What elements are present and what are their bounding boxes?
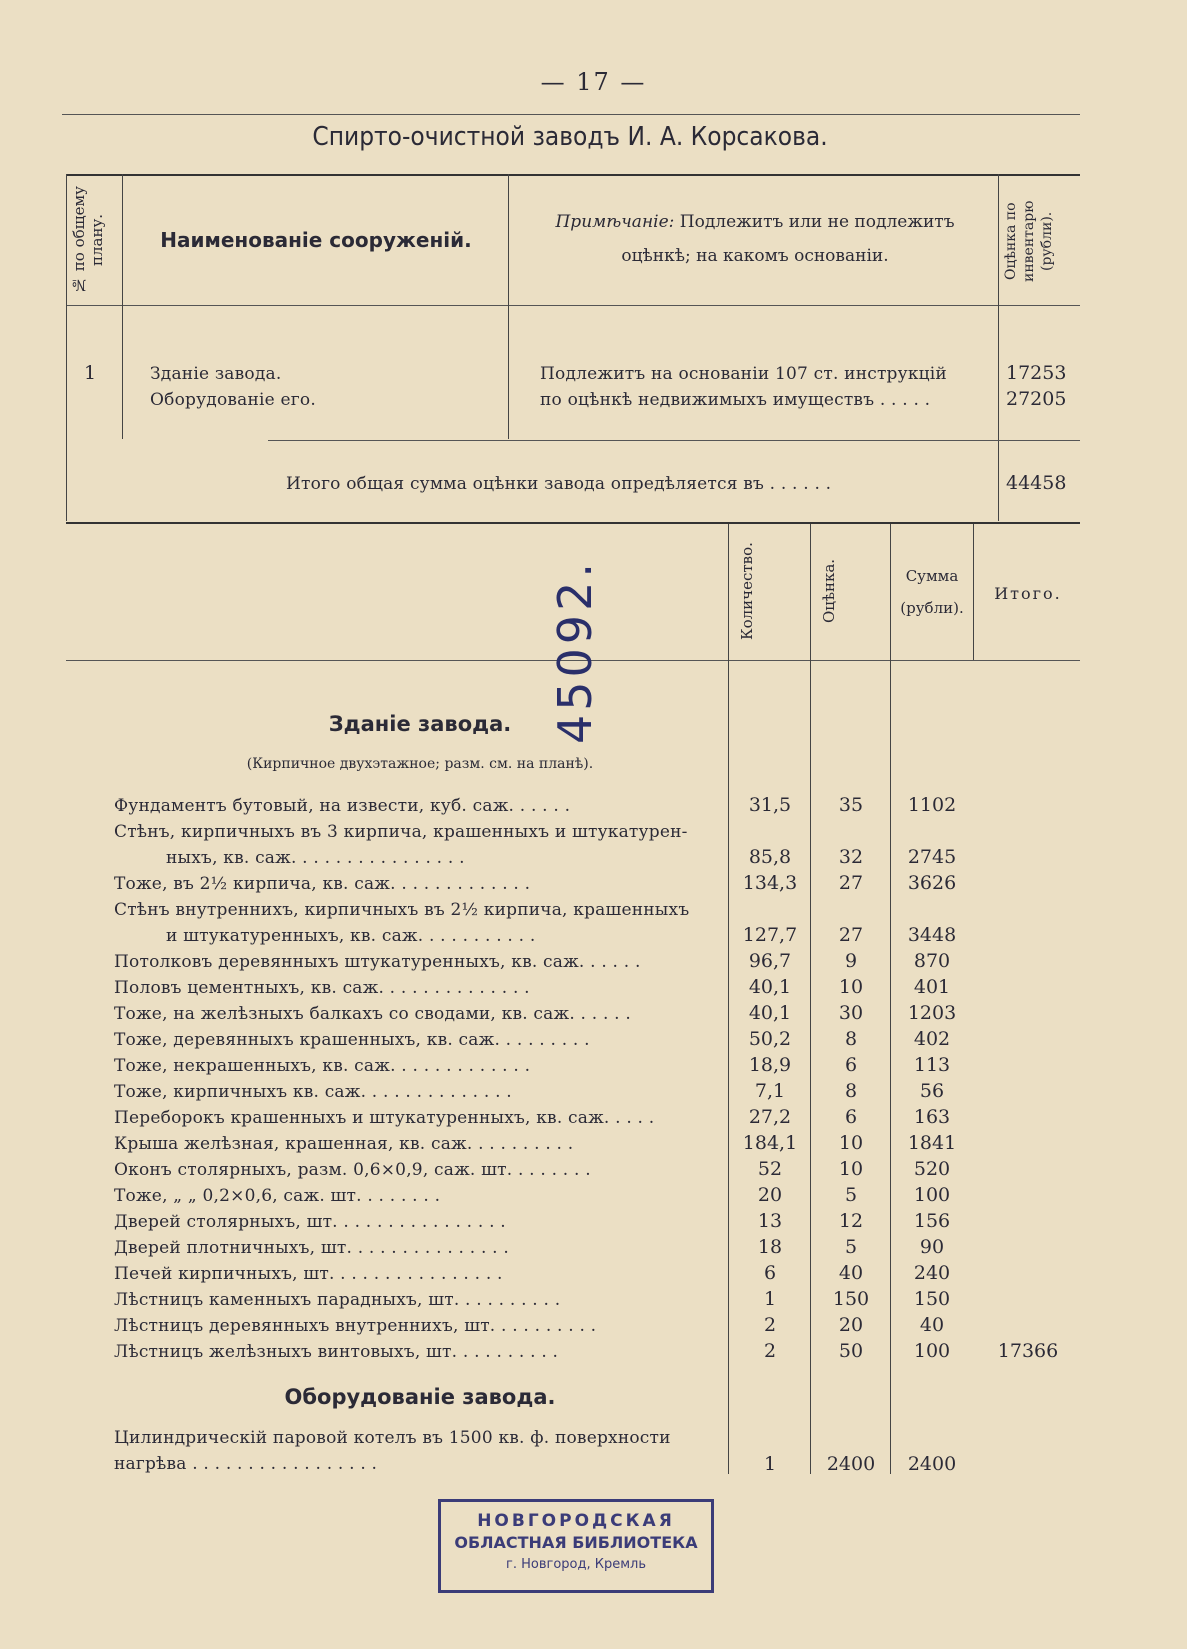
row-qty: 52 — [757, 1158, 783, 1180]
row-label: Дверей плотничныхъ, шт. . . . . . . . . . . . . . . — [114, 1238, 509, 1258]
row-sum: 1102 — [907, 794, 957, 816]
row-qty: 184,1 — [742, 1132, 798, 1154]
subheader-price: Оцѣнка. — [820, 558, 838, 624]
lower-col-divider-4 — [973, 524, 974, 660]
section2-qty: 1 — [763, 1453, 777, 1475]
row-qty: 2 — [763, 1340, 777, 1362]
entry-total-text: Итого общая сумма оцѣнки завода опредѣляется въ . . . . . . — [286, 474, 832, 494]
row-sum: 870 — [913, 950, 951, 972]
row-sum: 100 — [913, 1184, 951, 1206]
row-sum: 402 — [913, 1028, 951, 1050]
header-col-note-line1 — [512, 212, 998, 232]
section1-title: Зданіе завода. — [328, 712, 512, 736]
row-sum: 150 — [913, 1288, 951, 1310]
entry-note-line1: Подлежитъ на основаніи 107 ст. инструкцій — [540, 364, 947, 384]
row-qty: 18,9 — [748, 1054, 792, 1076]
row-sum: 56 — [919, 1080, 945, 1102]
row-price: 5 — [844, 1184, 858, 1206]
row-qty: 96,7 — [748, 950, 792, 972]
row-qty: 2 — [763, 1314, 777, 1336]
row-label: Тоже, кирпичныхъ кв. саж. . . . . . . . . . . . . . — [114, 1082, 512, 1102]
row-price: 32 — [838, 846, 864, 868]
page-title: Спирто-очистной заводъ И. А. Корсакова. — [312, 122, 828, 152]
row-label: Лѣстницъ желѣзныхъ винтовыхъ, шт. . . . . . . . . . — [114, 1342, 559, 1362]
row-price: 8 — [844, 1080, 858, 1102]
row-qty: 18 — [757, 1236, 783, 1258]
row-qty: 1 — [763, 1288, 777, 1310]
row-qty: 6 — [763, 1262, 777, 1284]
lower-col-divider-1 — [728, 524, 729, 1474]
row-price: 27 — [838, 924, 864, 946]
total-rule — [268, 440, 1080, 441]
row-label: Тоже, деревянныхъ крашенныхъ, кв. саж. . . . . . . . . — [114, 1030, 590, 1050]
subheader-qty: Количество. — [738, 542, 756, 640]
row-price: 10 — [838, 976, 864, 998]
row-label: Тоже, „ „ 0,2×0,6, саж. шт. . . . . . . . — [114, 1186, 441, 1206]
section2-title: Оборудованіе завода. — [284, 1385, 556, 1409]
row-qty: 85,8 — [748, 846, 792, 868]
row-sum: 90 — [919, 1236, 945, 1258]
row-sum: 40 — [919, 1314, 945, 1336]
row-label: Потолковъ деревянныхъ штукатуренныхъ, кв. саж. . . . . . — [114, 952, 641, 972]
library-stamp — [438, 1499, 714, 1593]
row-qty: 13 — [757, 1210, 783, 1232]
table-top-border — [66, 174, 1080, 176]
row-label: Печей кирпичныхъ, шт. . . . . . . . . . . . . . . . — [114, 1264, 503, 1284]
row-label: Переборокъ крашенныхъ и штукатуренныхъ, кв. саж. . . . . — [114, 1108, 655, 1128]
row-price: 12 — [838, 1210, 864, 1232]
subheader-sum: Сумма (рубли). — [900, 567, 964, 617]
col-divider-1 — [122, 174, 123, 439]
row-price: 35 — [838, 794, 864, 816]
header-col-value: Оцѣнка по инвентарю (рубли). — [1003, 200, 1055, 282]
header-bottom-border — [66, 305, 1080, 306]
top-rule — [62, 114, 1080, 115]
section1-subtitle: (Кирпичное двухэтажное; разм. см. на планѣ). — [246, 756, 594, 772]
row-qty: 7,1 — [754, 1080, 786, 1102]
row-price: 9 — [844, 950, 858, 972]
row-label: Стѣнъ, кирпичныхъ въ 3 кирпича, крашенныхъ и штукатурен- — [114, 822, 688, 842]
row-price: 10 — [838, 1132, 864, 1154]
row-label: Крыша желѣзная, крашенная, кв. саж. . . . . . . . . . — [114, 1134, 574, 1154]
row-total: 17366 — [997, 1340, 1059, 1362]
row-label: Тоже, въ 2½ кирпича, кв. саж. . . . . . . . . . . . . — [114, 874, 531, 894]
row-label: Тоже, на желѣзныхъ балкахъ со сводами, кв. саж. . . . . . — [114, 1004, 631, 1024]
row-label: Стѣнъ внутреннихъ, кирпичныхъ въ 2½ кирпича, крашенныхъ — [114, 900, 690, 920]
row-price: 30 — [838, 1002, 864, 1024]
entry-value-2: 27205 — [1006, 388, 1067, 410]
entry-number: 1 — [84, 362, 97, 384]
lower-table-top-border — [66, 522, 1080, 524]
entry-name-line2: Оборудованіе его. — [150, 390, 316, 410]
row-price: 10 — [838, 1158, 864, 1180]
lower-col-divider-2 — [810, 524, 811, 1474]
row-price: 150 — [832, 1288, 870, 1310]
col-divider-2 — [508, 174, 509, 439]
row-sum: 3448 — [907, 924, 957, 946]
stamp-line3: г. Новгород, Кремль — [506, 1557, 646, 1572]
stamp-line1: НОВГОРОДСКАЯ — [477, 1511, 675, 1531]
row-sum: 3626 — [907, 872, 957, 894]
row-price: 6 — [844, 1106, 858, 1128]
row-price: 27 — [838, 872, 864, 894]
section2-sum: 2400 — [907, 1453, 957, 1475]
row-price: 40 — [838, 1262, 864, 1284]
row-qty: 20 — [757, 1184, 783, 1206]
entry-value-1: 17253 — [1006, 362, 1067, 384]
row-sum: 401 — [913, 976, 951, 998]
note-line1-text: Подлежитъ или не подлежитъ — [679, 212, 955, 232]
lower-col-divider-3 — [890, 524, 891, 1474]
row-label-continuation: и штукатуренныхъ, кв. саж. . . . . . . . . . . — [166, 926, 536, 946]
entry-note-line2: по оцѣнкѣ недвижимыхъ имуществъ . . . . . — [540, 390, 931, 410]
row-label: Половъ цементныхъ, кв. саж. . . . . . . . . . . . . . — [114, 978, 530, 998]
row-label: Тоже, некрашенныхъ, кв. саж. . . . . . . . . . . . . — [114, 1056, 531, 1076]
row-qty: 31,5 — [748, 794, 792, 816]
row-price: 50 — [838, 1340, 864, 1362]
page-number: — 17 — — [540, 68, 647, 96]
header-col-name: Наименованіе сооруженій. — [160, 228, 472, 252]
stamp-line2: ОБЛАСТНАЯ БИБЛИОТЕКА — [454, 1533, 698, 1552]
row-sum: 113 — [913, 1054, 951, 1076]
row-label: Лѣстницъ каменныхъ парадныхъ, шт. . . . . . . . . . — [114, 1290, 561, 1310]
row-qty: 40,1 — [748, 976, 792, 998]
row-label: Оконъ столярныхъ, разм. 0,6×0,9, саж. шт. . . . . . . . — [114, 1160, 591, 1180]
row-label: Дверей столярныхъ, шт. . . . . . . . . . . . . . . . — [114, 1212, 506, 1232]
note-italic-label: Примѣчаніе: — [555, 212, 675, 232]
row-sum: 520 — [913, 1158, 951, 1180]
row-sum: 163 — [913, 1106, 951, 1128]
section2-price: 2400 — [826, 1453, 876, 1475]
row-label: Лѣстницъ деревянныхъ внутреннихъ, шт. . . . . . . . . . — [114, 1316, 597, 1336]
col-divider-3 — [998, 174, 999, 521]
table-left-border — [66, 174, 67, 521]
row-sum: 1203 — [907, 1002, 957, 1024]
row-price: 5 — [844, 1236, 858, 1258]
section2-row-line2: нагрѣва . . . . . . . . . . . . . . . . . — [114, 1454, 378, 1474]
header-col-num: № по общему плану. — [70, 186, 106, 294]
row-sum: 156 — [913, 1210, 951, 1232]
row-sum: 240 — [913, 1262, 951, 1284]
section2-row-line1: Цилиндрическій паровой котелъ въ 1500 кв. ф. поверхности — [114, 1428, 671, 1448]
subheader-total: Итого. — [994, 584, 1062, 603]
header-col-note-line2: оцѣнкѣ; на какомъ основаніи. — [621, 246, 889, 266]
row-sum: 2745 — [907, 846, 957, 868]
row-qty: 134,3 — [742, 872, 798, 894]
row-qty: 27,2 — [748, 1106, 792, 1128]
row-price: 8 — [844, 1028, 858, 1050]
row-sum: 1841 — [907, 1132, 957, 1154]
entry-name-line1: Зданіе завода. — [150, 364, 282, 384]
row-price: 20 — [838, 1314, 864, 1336]
row-sum: 100 — [913, 1340, 951, 1362]
row-price: 6 — [844, 1054, 858, 1076]
row-qty: 50,2 — [748, 1028, 792, 1050]
row-qty: 40,1 — [748, 1002, 792, 1024]
handwritten-number: 45092. — [548, 559, 602, 744]
entry-total-value: 44458 — [1006, 472, 1067, 494]
row-label: Фундаментъ бутовый, на извести, куб. саж. . . . . . — [114, 796, 571, 816]
row-label-continuation: ныхъ, кв. саж. . . . . . . . . . . . . . . . — [166, 848, 465, 868]
row-qty: 127,7 — [742, 924, 798, 946]
